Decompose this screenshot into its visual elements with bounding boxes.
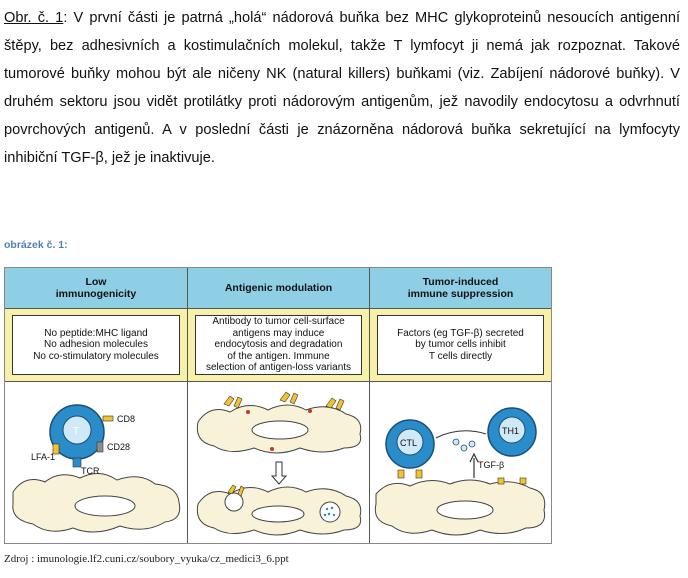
immune-suppression-illustration xyxy=(370,382,551,542)
cd28-receptor xyxy=(97,442,103,452)
tgf-beta-molecule xyxy=(453,439,475,451)
panel-description-area xyxy=(370,309,551,382)
panel-low-immunogenicity xyxy=(5,268,187,543)
panel-description: No peptide:MHC ligand No adhesion molecules No co-stimulatory molecules xyxy=(12,315,180,375)
antigenic-modulation-illustration xyxy=(188,382,369,542)
cd28-label: CD28 xyxy=(107,442,131,452)
source-citation: Zdroj : imunologie.lf2.cuni.cz/soubory_vyuka/cz_medici3_6.ppt xyxy=(4,553,289,565)
tumor-nucleus xyxy=(252,421,308,439)
tumor-nucleus xyxy=(75,496,135,516)
figure-caption: obrázek č. 1: xyxy=(4,239,68,251)
panel-illustration xyxy=(370,382,551,543)
panel-illustration xyxy=(188,382,369,543)
panel-antigenic-modulation xyxy=(188,268,369,543)
panel-title: Tumor-induced immune suppression xyxy=(370,268,551,309)
tumor-escape-figure xyxy=(4,267,552,544)
panel-description: Factors (eg TGF-β) secreted by tumor cells inhibit T cells directly xyxy=(377,315,544,375)
cd8-label: CD8 xyxy=(117,414,136,424)
figure-reference: Obr. č. 1 xyxy=(4,10,64,26)
cd8-receptor xyxy=(103,416,113,421)
panel-description-area xyxy=(188,309,369,382)
tcr-label: TCR xyxy=(81,466,100,476)
panel-title: Low immunogenicity xyxy=(5,268,187,309)
th1-label: TH1 xyxy=(502,426,520,436)
panel-title: Antigenic modulation xyxy=(188,268,369,309)
lfa1-label: LFA-1 xyxy=(31,452,56,462)
panel-description-area xyxy=(5,309,187,382)
panel-immune-suppression xyxy=(370,268,551,543)
ctl-label: CTL xyxy=(400,438,418,448)
tumor-nucleus xyxy=(252,506,304,522)
lysosome xyxy=(320,502,340,522)
t-cell-label: T xyxy=(73,426,80,437)
description-paragraph xyxy=(4,4,680,172)
panel-illustration xyxy=(5,382,187,543)
tcr-receptor xyxy=(73,458,81,467)
tumor-nucleus xyxy=(437,501,493,519)
tgf-beta-label: TGF-β xyxy=(478,460,505,470)
low-immunogenicity-illustration xyxy=(5,382,187,542)
inhibition-line xyxy=(436,431,486,438)
panel-description: Antibody to tumor cell-surface antigens may induce endocytosis and degradation of the antigen. Immune selection of antigen-loss variants xyxy=(195,315,362,375)
down-arrow-icon xyxy=(272,462,286,484)
paragraph-text: : V první části je patrná „holá“ nádorová buňka bez MHC glykoproteinů nesoucích antigenní štěpy, bez adhesivních a kostimulačních molekul, takže T lymfocyt ji nemá jak rozpoznat. Takové tumorové buňky mohou být ale ničeny NK (natural killers) buňkami (viz. Zabíjení nádorové buňky). V druhém sektoru jsou vidět protilátky proti nádorovým antigenům, jež navodily endocytosu a odvrhnutí povrchových antigenů. A v poslední části je znázorněna nádorová buňka sekretující na lymfocyty inhibiční TGF-β, jež je inaktivuje. xyxy=(4,10,681,166)
secretion-arrow-icon xyxy=(470,454,478,478)
